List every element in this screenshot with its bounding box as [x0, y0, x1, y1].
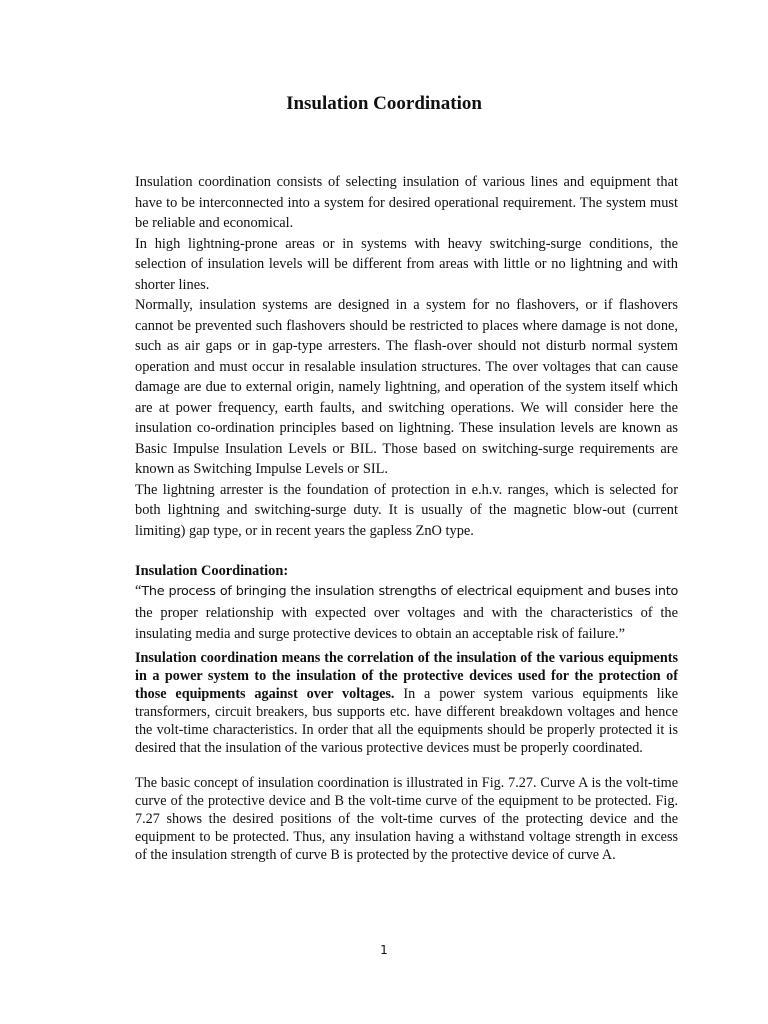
intro-paragraph: The lightning arrester is the foundation of protection in e.h.v. ranges, which is selected for both lightning and switching-surge duty. It is usually of the magnetic blow-out (current limiting) gap type, or in recent years the gapless ZnO type. — [135, 481, 678, 539]
page-title: Insulation Coordination — [286, 93, 482, 114]
quote-rest: the proper relationship with expected over voltages and with the characteristics of the insulating media and surge protective devices to obtain an acceptable risk of failure. — [135, 604, 678, 642]
definition-section — [135, 561, 678, 864]
section-heading: Insulation Coordination: — [135, 563, 289, 579]
intro-paragraph: In high lightning-prone areas or in systems with heavy switching-surge conditions, the selection of insulation levels will be different from areas with little or no lightning and with shorter lines. — [135, 235, 678, 293]
definition-rest-text: In a power system various equipments like transformers, circuit breakers, bus supports etc. have different breakdown voltages and hence the volt-time characteristics. In order that all the equipments should be properly protected it is desired that the insulation of the various protective devices must be properly coordinated. — [135, 685, 678, 756]
intro-paragraph: Normally, insulation systems are designed in a system for no flashovers, or if flashovers cannot be prevented such flashovers should be restricted to places where damage is not done, such as air gaps or in gap-type arresters. The flash-over should not disturb normal system operation and must occur in resalable insulation structures. The over voltages that can cause damage are due to external origin, namely lightning, and operation of the system itself which are at power frequency, earth faults, and switching operations. We will consider here the insulation co-ordination principles based on lightning. These insulation levels are known as Basic Impulse Insulation Levels or BIL. Those based on switching-surge requirements are known as Switching Impulse Levels or SIL. — [135, 297, 678, 477]
intro-paragraph: Insulation coordination consists of selecting insulation of various lines and equipment that have to be interconnected into a system for desired operational requirement. The system must be reliable and economical. — [135, 174, 678, 231]
quote-first-line: The process of bringing the insulation strengths of electrical equipment and buses into — [141, 584, 678, 599]
concept-paragraph: The basic concept of insulation coordination is illustrated in Fig. 7.27. Curve A is the volt-time curve of the protective device and B the volt-time curve of the equipment to be protected. Fig. 7.27 shows the desired positions of the volt-time curves of the protecting device and the equipment to be protected. Thus, any insulation having a withstand voltage strength in excess of the insulation strength of curve B is protected by the protective device of curve A. — [135, 774, 678, 863]
quoted-definition — [135, 581, 678, 646]
document-body — [135, 172, 678, 864]
definition-paragraph — [135, 649, 678, 757]
definition-bold-text: Insulation coordination means the correlation of the insulation of the various equipments in a power system to the insulation of the protective devices used for the protection of those equipments against over voltages. — [135, 649, 678, 702]
quote-close-mark: ” — [618, 626, 626, 642]
intro-section — [135, 172, 678, 541]
quote-open-mark: “ — [135, 583, 142, 599]
page-number: 1 — [380, 943, 388, 957]
